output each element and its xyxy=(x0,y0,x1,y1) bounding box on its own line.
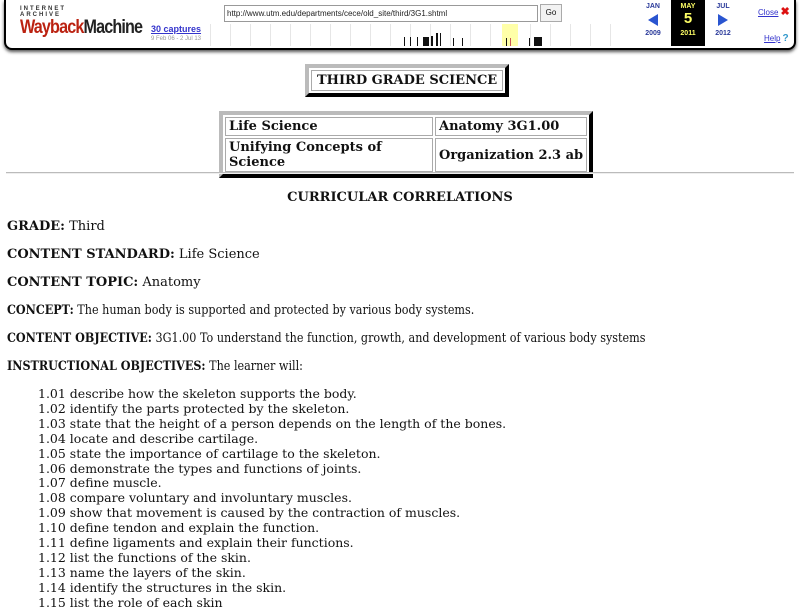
wayback-toolbar xyxy=(4,0,796,50)
list-item: 1.09 show that movement is caused by the contraction of muscles. xyxy=(38,505,461,521)
year-divider xyxy=(610,24,611,46)
field-concept xyxy=(7,303,550,318)
page-title-box xyxy=(305,64,509,97)
capture-bar xyxy=(431,36,433,46)
list-item: 1.02 identify the parts protected by the skeleton. xyxy=(38,400,350,416)
year-divider xyxy=(450,24,451,46)
field-content-standard xyxy=(7,247,260,262)
list-item: 1.14 identify the structures in the skin. xyxy=(38,579,287,595)
current-capture xyxy=(671,0,705,46)
help-button[interactable]: Help ? xyxy=(764,33,789,44)
capture-bar xyxy=(529,38,530,46)
field-content-topic xyxy=(7,275,201,290)
list-item: 1.01 describe how the skeleton supports the body. xyxy=(38,386,357,401)
calendar-nav xyxy=(636,0,746,46)
capture-bar xyxy=(436,33,438,46)
capture-bar xyxy=(417,37,418,46)
prev-month: JAN xyxy=(645,3,660,10)
list-item: 1.07 define muscle. xyxy=(38,475,162,491)
captures-range: 9 Feb 06 - 2 Jul 13 xyxy=(150,36,202,42)
objectives-list xyxy=(38,387,506,611)
table-cell: Organization 2.3 ab xyxy=(435,138,587,172)
table-cell: Life Science xyxy=(225,117,433,136)
year-divider xyxy=(570,24,571,46)
year-divider xyxy=(390,24,391,46)
help-icon[interactable]: ? xyxy=(782,33,789,44)
capture-bar xyxy=(462,38,463,46)
list-item: 1.10 define tendon and explain the function. xyxy=(38,520,320,536)
logo-internet-archive: INTERNET ARCHIVE xyxy=(20,6,66,18)
field-value: 3G1.00 To understand the function, growth, and development of various body systems xyxy=(155,331,646,346)
year-divider xyxy=(470,24,471,46)
field-label: INSTRUCTIONAL OBJECTIVES: xyxy=(7,359,206,374)
captures-link[interactable]: 30 captures xyxy=(150,24,202,34)
list-item: 1.08 compare voluntary and involuntary muscles. xyxy=(38,490,352,506)
field-label: GRADE: xyxy=(7,219,65,234)
capture-bar xyxy=(404,37,405,46)
capture-bar xyxy=(440,33,441,46)
field-label: CONCEPT: xyxy=(7,303,74,318)
list-item: 1.13 name the layers of the skin. xyxy=(38,564,246,580)
prev-year[interactable]: 2009 xyxy=(645,30,661,37)
year-divider xyxy=(530,24,531,46)
list-item: 1.15 list the role of each skin xyxy=(38,594,223,610)
list-item: 1.04 locate and describe cartilage. xyxy=(38,430,259,446)
url-input[interactable] xyxy=(224,5,538,22)
close-button[interactable]: Close ✖ xyxy=(758,6,790,18)
current-year: 2011 xyxy=(680,30,696,37)
field-instructional-objectives xyxy=(7,359,351,374)
next-year[interactable]: 2012 xyxy=(715,30,731,37)
field-label: CONTENT STANDARD: xyxy=(7,247,175,262)
table-cell: Anatomy 3G1.00 xyxy=(435,117,587,136)
section-heading: CURRICULAR CORRELATIONS xyxy=(287,190,513,205)
prev-capture[interactable] xyxy=(636,0,670,37)
current-month: MAY xyxy=(680,3,696,10)
go-button[interactable]: Go xyxy=(540,4,562,22)
year-divider xyxy=(230,24,231,46)
divider xyxy=(6,172,794,174)
field-value: Third xyxy=(69,219,105,234)
logo-wayback-machine: WaybackMachine xyxy=(20,17,143,38)
field-value: Life Science xyxy=(178,247,260,262)
field-grade xyxy=(7,219,105,234)
info-table xyxy=(219,111,593,178)
year-divider xyxy=(210,24,211,46)
next-arrow-icon[interactable] xyxy=(718,14,728,26)
year-divider xyxy=(490,24,491,46)
capture-bar xyxy=(410,37,411,46)
prev-arrow-icon[interactable] xyxy=(648,14,658,26)
table-row xyxy=(225,117,587,136)
next-capture[interactable] xyxy=(706,0,740,37)
capture-bar xyxy=(423,37,429,46)
current-day: 5 xyxy=(683,10,693,27)
field-value: The human body is supported and protected by various body systems. xyxy=(77,303,475,318)
capture-sparkline[interactable] xyxy=(210,22,630,48)
year-divider xyxy=(330,24,331,46)
list-item: 1.03 state that the height of a person depends on the length of the bones. xyxy=(38,415,507,431)
captures-info xyxy=(144,24,208,42)
list-item: 1.11 define ligaments and explain their functions. xyxy=(38,535,354,551)
year-divider xyxy=(550,24,551,46)
year-divider xyxy=(310,24,311,46)
list-item: 1.05 state the importance of cartilage to the skeleton. xyxy=(38,445,381,461)
year-divider xyxy=(350,24,351,46)
capture-bar xyxy=(534,37,542,46)
page-title: THIRD GRADE SCIENCE xyxy=(311,70,503,91)
field-content-objective xyxy=(7,331,749,346)
capture-bar xyxy=(453,38,454,46)
field-value: Anatomy xyxy=(142,275,201,290)
list-item: 1.12 list the functions of the skin. xyxy=(38,549,251,565)
list-item: 1.06 demonstrate the types and functions of joints. xyxy=(38,460,362,476)
close-icon[interactable]: ✖ xyxy=(780,6,790,18)
field-label: CONTENT OBJECTIVE: xyxy=(7,331,152,346)
wayback-logo[interactable] xyxy=(20,6,143,38)
next-month: JUL xyxy=(716,3,730,10)
field-label: CONTENT TOPIC: xyxy=(7,275,139,290)
year-divider xyxy=(250,24,251,46)
field-value: The learner will: xyxy=(209,359,303,374)
capture-bar xyxy=(506,38,507,46)
year-divider xyxy=(290,24,291,46)
table-row xyxy=(225,138,587,172)
year-divider xyxy=(590,24,591,46)
table-cell: Unifying Concepts of Science xyxy=(225,138,433,172)
year-divider xyxy=(370,24,371,46)
year-divider xyxy=(270,24,271,46)
capture-bar-current xyxy=(510,38,511,46)
